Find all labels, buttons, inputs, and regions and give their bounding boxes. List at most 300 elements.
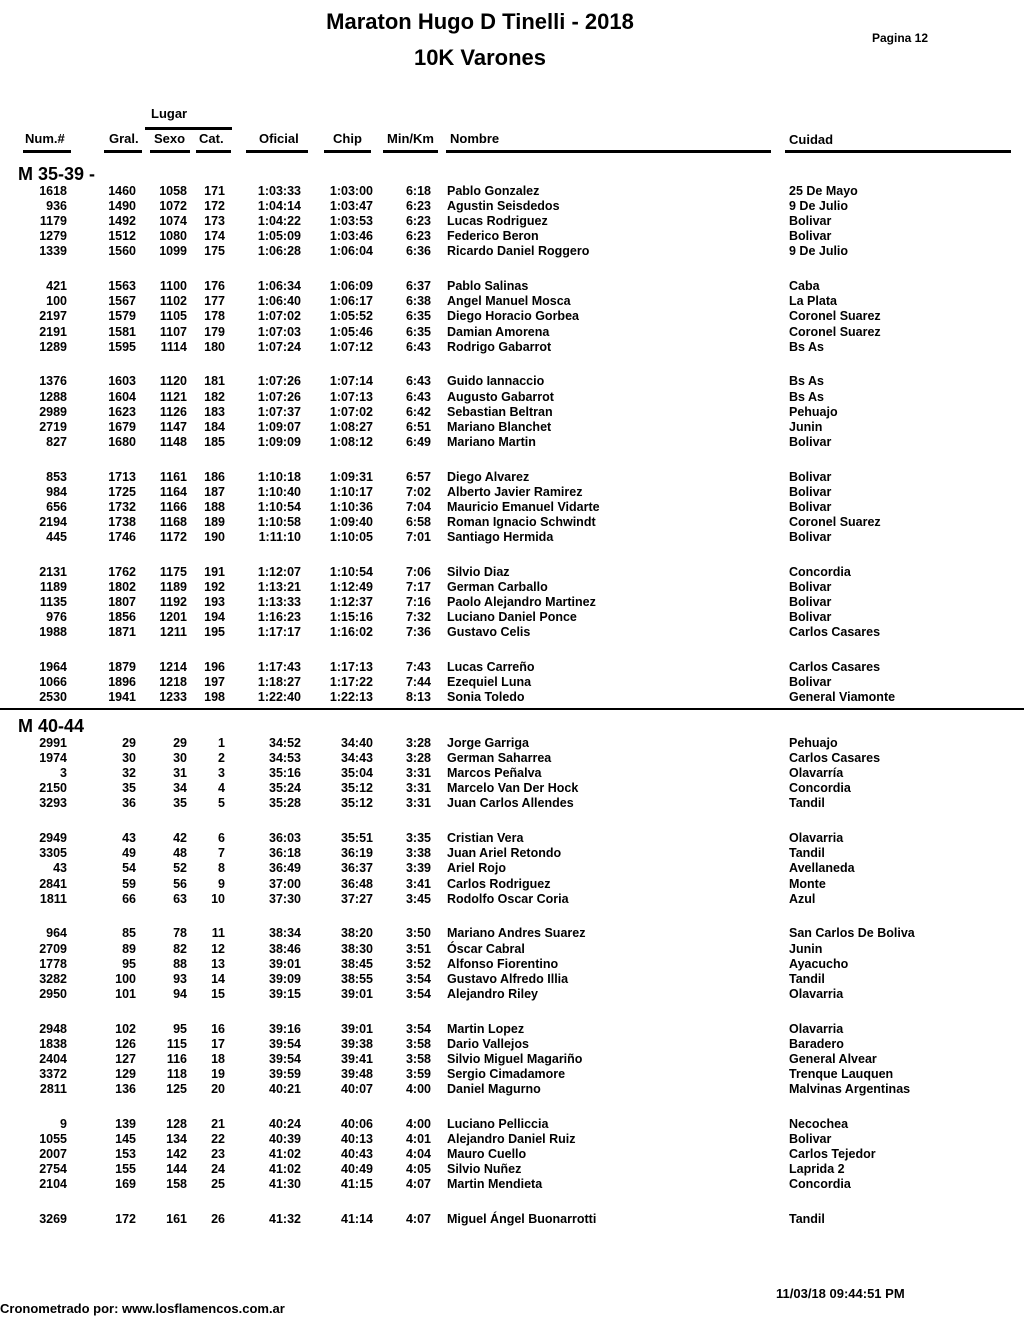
runner-name: Mariano Martin (447, 434, 536, 449)
pace: 3:58 (405, 1036, 431, 1051)
runner-name: Guido Iannaccio (447, 374, 545, 389)
category-place: 11 (211, 926, 225, 941)
overall-place: 66 (122, 891, 136, 906)
table-row (0, 515, 1024, 530)
official-time: 40:21 (269, 1082, 301, 1096)
category-label-m35-39: M 35-39 - (18, 164, 96, 184)
runner-name: German Saharrea (447, 751, 552, 766)
chip-time: 1:03:47 (329, 199, 373, 214)
runner-city: Bolivar (789, 434, 832, 449)
chip-time: 38:45 (341, 956, 373, 971)
page-title: Maraton Hugo D Tinelli - 2018 (326, 9, 634, 34)
chip-time: 1:12:37 (329, 595, 373, 609)
runner-city: Concordia (789, 564, 851, 579)
table-row (0, 199, 1024, 214)
table-row (0, 1132, 1024, 1147)
category-place: 196 (204, 660, 225, 674)
chip-time: 41:15 (341, 1177, 373, 1192)
table-row (0, 420, 1024, 435)
category-place: 6 (218, 831, 225, 846)
runner-city: Pehuajo (789, 736, 838, 750)
chip-time: 40:43 (341, 1147, 373, 1161)
column-header-ciudad: Cuidad (789, 132, 834, 147)
official-time: 34:52 (269, 736, 301, 750)
overall-place: 35 (122, 781, 136, 796)
table-row (0, 580, 1024, 595)
category-place: 190 (204, 530, 225, 544)
pace: 7:01 (405, 530, 431, 544)
table-row (0, 1147, 1024, 1162)
official-time: 1:07:26 (257, 374, 301, 389)
runner-name: Agustin Seisdedos (447, 199, 560, 214)
table-row (0, 846, 1024, 861)
runner-name: Miguel Ángel Buonarrotti (447, 1212, 597, 1226)
chip-time: 40:49 (341, 1162, 373, 1177)
pace: 7:43 (405, 660, 431, 674)
chip-time: 1:07:14 (329, 374, 373, 389)
runner-city: Laprida 2 (789, 1162, 845, 1177)
table-row (0, 781, 1024, 796)
runner-name: Mauro Cuello (447, 1147, 527, 1161)
overall-place: 102 (115, 1021, 136, 1036)
runner-city: Olavarria (789, 1021, 844, 1036)
bib-number: 976 (46, 610, 67, 625)
overall-place: 100 (115, 971, 136, 986)
runner-name: Mariano Andres Suarez (447, 926, 586, 941)
runner-name: Sebastian Beltran (447, 404, 553, 419)
runner-city: Bolivar (789, 579, 832, 594)
bib-number: 1288 (39, 389, 67, 404)
gender-place: 93 (173, 971, 187, 986)
pace: 7:16 (405, 595, 431, 609)
runner-city: Bolivar (789, 469, 832, 484)
category-place: 173 (204, 214, 225, 229)
bib-number: 964 (46, 926, 67, 941)
chip-time: 1:16:02 (329, 625, 373, 640)
runner-name: Alejandro Daniel Ruiz (447, 1131, 576, 1146)
overall-place: 1623 (108, 404, 136, 419)
runner-city: Necochea (789, 1116, 849, 1131)
official-time: 35:16 (269, 766, 301, 781)
overall-place: 89 (122, 941, 136, 956)
runner-name: Santiago Hermida (447, 530, 554, 544)
official-time: 1:17:17 (257, 625, 301, 640)
bib-number: 3282 (39, 971, 67, 986)
chip-time: 36:48 (341, 876, 373, 891)
pace: 6:23 (405, 229, 431, 244)
runner-name: Sergio Cimadamore (447, 1066, 566, 1081)
runner-city: Tandil (789, 1212, 825, 1226)
category-place: 25 (211, 1177, 225, 1192)
overall-place: 145 (115, 1131, 136, 1146)
overall-place: 1492 (108, 214, 136, 229)
pace: 7:32 (405, 610, 431, 625)
runner-city: Bs As (789, 339, 824, 354)
gender-place: 56 (173, 876, 187, 891)
gender-place: 1175 (159, 564, 187, 579)
bib-number: 2754 (39, 1162, 67, 1177)
category-place: 12 (211, 941, 225, 956)
runner-name: Gustavo Celis (447, 625, 531, 640)
overall-place: 85 (122, 926, 136, 941)
category-place: 183 (204, 404, 225, 419)
gender-place: 31 (173, 766, 187, 781)
runner-city: Bolivar (789, 675, 832, 690)
runner-name: Ezequiel Luna (447, 675, 532, 690)
official-time: 1:13:21 (257, 579, 301, 594)
overall-place: 129 (115, 1066, 136, 1081)
gender-place: 1100 (159, 279, 187, 294)
overall-place: 1604 (108, 389, 136, 404)
chip-time: 1:06:09 (329, 279, 373, 294)
table-row (0, 309, 1024, 324)
runner-city: Coronel Suarez (789, 514, 881, 529)
official-time: 1:10:58 (257, 514, 301, 529)
column-header-chip: Chip (333, 131, 362, 146)
gender-place: 52 (173, 861, 187, 876)
official-time: 37:00 (269, 876, 301, 891)
gender-place: 78 (173, 926, 187, 941)
bib-number: 3305 (39, 846, 67, 861)
runner-name: Silvio Nuñez (447, 1162, 522, 1177)
table-row (0, 405, 1024, 420)
category-place: 16 (211, 1021, 225, 1036)
pace: 3:28 (405, 736, 431, 750)
runner-city: Malvinas Argentinas (789, 1082, 911, 1096)
page-number: Pagina 12 (872, 31, 929, 45)
bib-number: 421 (46, 279, 67, 294)
chip-time: 38:55 (341, 971, 373, 986)
category-place: 9 (218, 876, 225, 891)
chip-time: 40:13 (341, 1131, 373, 1146)
overall-place: 1563 (108, 279, 136, 294)
table-row (0, 184, 1024, 199)
category-place: 174 (204, 229, 225, 244)
pace: 8:13 (405, 690, 431, 705)
overall-place: 172 (115, 1212, 136, 1226)
overall-place: 1679 (108, 419, 136, 434)
column-header-sexo: Sexo (154, 131, 186, 146)
official-time: 1:07:02 (257, 309, 301, 324)
runner-name: Alejandro Riley (447, 986, 538, 1001)
pace: 3:31 (405, 781, 431, 796)
category-place: 197 (204, 675, 225, 690)
official-time: 1:09:09 (257, 434, 301, 449)
runner-name: Federico Beron (447, 229, 539, 244)
pace: 3:35 (405, 831, 431, 846)
bib-number: 1339 (39, 244, 67, 259)
runner-name: Ariel Rojo (447, 861, 507, 876)
runner-city: General Alvear (789, 1051, 877, 1066)
overall-place: 49 (122, 846, 136, 861)
runner-name: Martin Mendieta (447, 1177, 543, 1192)
bib-number: 2949 (39, 831, 67, 846)
official-time: 1:06:28 (257, 244, 301, 259)
bib-number: 1135 (39, 595, 67, 609)
runner-city: Bolivar (789, 484, 832, 499)
runner-name: Mariano Blanchet (447, 419, 552, 434)
bib-number: 2191 (39, 324, 67, 339)
official-time: 1:16:23 (257, 610, 301, 625)
lugar-underline (145, 127, 232, 130)
overall-place: 139 (115, 1116, 136, 1131)
official-time: 1:04:22 (257, 214, 301, 229)
runner-name: Dario Vallejos (447, 1036, 529, 1051)
table-row (0, 942, 1024, 957)
chip-time: 1:03:53 (329, 214, 373, 229)
chip-time: 39:38 (341, 1036, 373, 1051)
gender-place: 88 (173, 956, 187, 971)
bib-number: 2530 (39, 690, 67, 705)
runner-city: Bolivar (789, 1131, 832, 1146)
runner-name: Diego Horacio Gorbea (447, 309, 579, 324)
bib-number: 2404 (39, 1051, 67, 1066)
bib-number: 445 (46, 530, 67, 544)
gender-place: 1218 (159, 675, 187, 690)
official-time: 1:07:24 (257, 339, 301, 354)
overall-place: 29 (122, 736, 136, 750)
bib-number: 2197 (39, 309, 67, 324)
bib-number: 984 (46, 484, 67, 499)
gender-place: 1099 (159, 244, 187, 259)
pace: 6:35 (405, 309, 431, 324)
chip-time: 1:08:27 (329, 419, 373, 434)
ciudad-underline (785, 150, 1011, 153)
gender-place: 1058 (159, 184, 187, 198)
gender-place: 1148 (159, 434, 187, 449)
overall-place: 136 (115, 1082, 136, 1096)
gender-place: 1120 (159, 374, 187, 389)
category-place: 193 (204, 595, 225, 609)
official-time: 39:16 (269, 1021, 301, 1036)
chip-time: 36:37 (341, 861, 373, 876)
table-row (0, 325, 1024, 340)
chip-time: 35:12 (341, 796, 373, 811)
overall-place: 1738 (108, 514, 136, 529)
runner-city: Coronel Suarez (789, 309, 881, 324)
gender-place: 144 (166, 1162, 187, 1177)
overall-place: 1746 (108, 530, 136, 544)
official-time: 41:30 (269, 1177, 301, 1192)
overall-place: 54 (122, 861, 136, 876)
runner-city: Carlos Tejedor (789, 1147, 876, 1161)
category-place: 172 (204, 199, 225, 214)
table-row (0, 736, 1024, 751)
pace: 3:52 (405, 956, 431, 971)
table-row (0, 751, 1024, 766)
pace: 3:51 (405, 941, 431, 956)
overall-place: 1802 (108, 579, 136, 594)
chip-time: 1:05:52 (329, 309, 373, 324)
chip-time: 1:07:13 (329, 389, 373, 404)
official-time: 34:53 (269, 751, 301, 766)
official-time: 1:10:18 (257, 469, 301, 484)
timing-credit: Cronometrado por: www.losflamencos.com.ar (0, 1301, 285, 1316)
runner-name: Martin Lopez (447, 1021, 525, 1036)
runner-city: La Plata (789, 294, 837, 309)
runner-city: Concordia (789, 1177, 851, 1192)
table-row (0, 1052, 1024, 1067)
chip-time: 1:17:13 (329, 660, 373, 674)
table-row (0, 660, 1024, 675)
pace: 6:38 (405, 294, 431, 309)
gender-place: 35 (173, 796, 187, 811)
pace: 3:58 (405, 1051, 431, 1066)
runner-city: Tandil (789, 796, 825, 811)
category-place: 2 (218, 751, 225, 766)
category-place: 20 (211, 1082, 225, 1096)
chip-time: 1:03:46 (329, 229, 373, 244)
official-time: 1:07:37 (257, 404, 301, 419)
table-row (0, 565, 1024, 580)
overall-place: 1732 (108, 499, 136, 514)
bib-number: 853 (46, 469, 67, 484)
runner-city: Tandil (789, 971, 825, 986)
runner-name: Daniel Magurno (447, 1082, 541, 1096)
runner-name: Paolo Alejandro Martinez (447, 595, 596, 609)
table-row (0, 470, 1024, 485)
gender-place: 30 (173, 751, 187, 766)
pace: 3:45 (405, 891, 431, 906)
pace: 6:36 (405, 244, 431, 259)
pace: 4:04 (405, 1147, 431, 1161)
overall-place: 1762 (108, 564, 136, 579)
chip-time: 1:03:00 (329, 184, 373, 198)
column-header-gral: Gral. (109, 131, 139, 146)
official-time: 1:10:54 (257, 499, 301, 514)
pace: 6:57 (405, 469, 431, 484)
chip-time: 1:10:17 (329, 484, 373, 499)
chip-time: 1:06:04 (329, 244, 373, 259)
runner-city: Avellaneda (789, 861, 855, 876)
bib-number: 2194 (39, 514, 67, 529)
gender-place: 1102 (159, 294, 187, 309)
runner-name: Lucas Rodriguez (447, 214, 548, 229)
runner-city: Olavarria (789, 986, 844, 1001)
runner-name: Mauricio Emanuel Vidarte (447, 499, 600, 514)
official-time: 1:17:43 (257, 660, 301, 674)
category-place: 184 (204, 419, 225, 434)
gender-place: 1126 (159, 404, 187, 419)
chip-time: 34:40 (341, 736, 373, 750)
official-time: 1:07:26 (257, 389, 301, 404)
pace: 6:51 (405, 419, 431, 434)
bib-number: 2131 (39, 564, 67, 579)
gender-place: 94 (173, 986, 187, 1001)
column-header-nombre: Nombre (450, 131, 500, 146)
runner-name: Rodrigo Gabarrot (447, 339, 552, 354)
overall-place: 1713 (108, 469, 136, 484)
category-place: 180 (204, 339, 225, 354)
overall-place: 1490 (108, 199, 136, 214)
gender-place: 1105 (159, 309, 187, 324)
overall-place: 32 (122, 766, 136, 781)
gender-place: 1114 (160, 339, 187, 354)
table-row (0, 244, 1024, 259)
overall-place: 1581 (108, 324, 136, 339)
table-row (0, 861, 1024, 876)
section-divider (0, 708, 1024, 710)
print-timestamp: 11/03/18 09:44:51 PM (776, 1286, 905, 1301)
bib-number: 9 (60, 1116, 67, 1131)
pace: 6:23 (405, 214, 431, 229)
runner-city: 9 De Julio (789, 244, 849, 259)
runner-city: Baradero (789, 1036, 844, 1051)
table-row (0, 987, 1024, 1002)
runner-name: Carlos Rodriguez (447, 876, 551, 891)
category-place: 1 (218, 736, 225, 750)
table-row (0, 892, 1024, 907)
chip-time: 1:05:46 (329, 324, 373, 339)
gender-place: 1189 (159, 579, 187, 594)
chip-time: 35:04 (341, 766, 373, 781)
gender-place: 115 (166, 1036, 187, 1051)
category-place: 13 (211, 956, 225, 971)
table-row (0, 595, 1024, 610)
bib-number: 2719 (39, 419, 67, 434)
runner-name: Jorge Garriga (447, 736, 529, 750)
pace: 6:37 (405, 279, 431, 294)
column-group-lugar: Lugar (151, 106, 188, 121)
bib-number: 2811 (39, 1082, 67, 1096)
bib-number: 1066 (39, 675, 67, 690)
pace: 3:39 (405, 861, 431, 876)
official-time: 1:13:33 (257, 595, 301, 609)
runner-city: Junin (789, 419, 823, 434)
bib-number: 2948 (39, 1021, 67, 1036)
runner-name: Ricardo Daniel Roggero (447, 244, 590, 259)
gender-place: 116 (166, 1051, 187, 1066)
bib-number: 656 (46, 499, 67, 514)
bib-number: 2989 (39, 404, 67, 419)
official-time: 1:04:14 (257, 199, 301, 214)
table-row (0, 390, 1024, 405)
runner-city: Olavarria (789, 831, 844, 846)
chip-time: 1:09:31 (329, 469, 373, 484)
gender-place: 142 (166, 1147, 187, 1161)
bib-number: 3372 (39, 1066, 67, 1081)
category-place: 188 (204, 499, 225, 514)
gender-place: 1211 (159, 625, 187, 640)
bib-number: 2709 (39, 941, 67, 956)
overall-place: 36 (122, 796, 136, 811)
category-place: 14 (211, 971, 225, 986)
runner-city: Bolivar (789, 499, 832, 514)
table-row (0, 1082, 1024, 1097)
overall-place: 95 (122, 956, 136, 971)
chip-time: 39:01 (341, 1021, 373, 1036)
pace: 6:58 (405, 514, 431, 529)
overall-place: 101 (115, 986, 136, 1001)
runner-name: Juan Carlos Allendes (447, 796, 574, 811)
bib-number: 3293 (39, 796, 67, 811)
category-place: 3 (218, 766, 225, 781)
runner-city: Bs As (789, 374, 824, 389)
gender-place: 42 (173, 831, 187, 846)
chip-time: 41:14 (341, 1212, 373, 1226)
runner-name: Juan Ariel Retondo (447, 846, 562, 861)
bib-number: 2991 (39, 736, 67, 750)
table-row (0, 877, 1024, 892)
column-header-oficial: Oficial (259, 131, 299, 146)
category-place: 175 (204, 244, 225, 259)
overall-place: 126 (115, 1036, 136, 1051)
overall-place: 1725 (108, 484, 136, 499)
category-place: 186 (204, 469, 225, 484)
category-place: 181 (204, 374, 225, 389)
runner-name: Gustavo Alfredo Illia (447, 971, 569, 986)
table-row (0, 796, 1024, 811)
